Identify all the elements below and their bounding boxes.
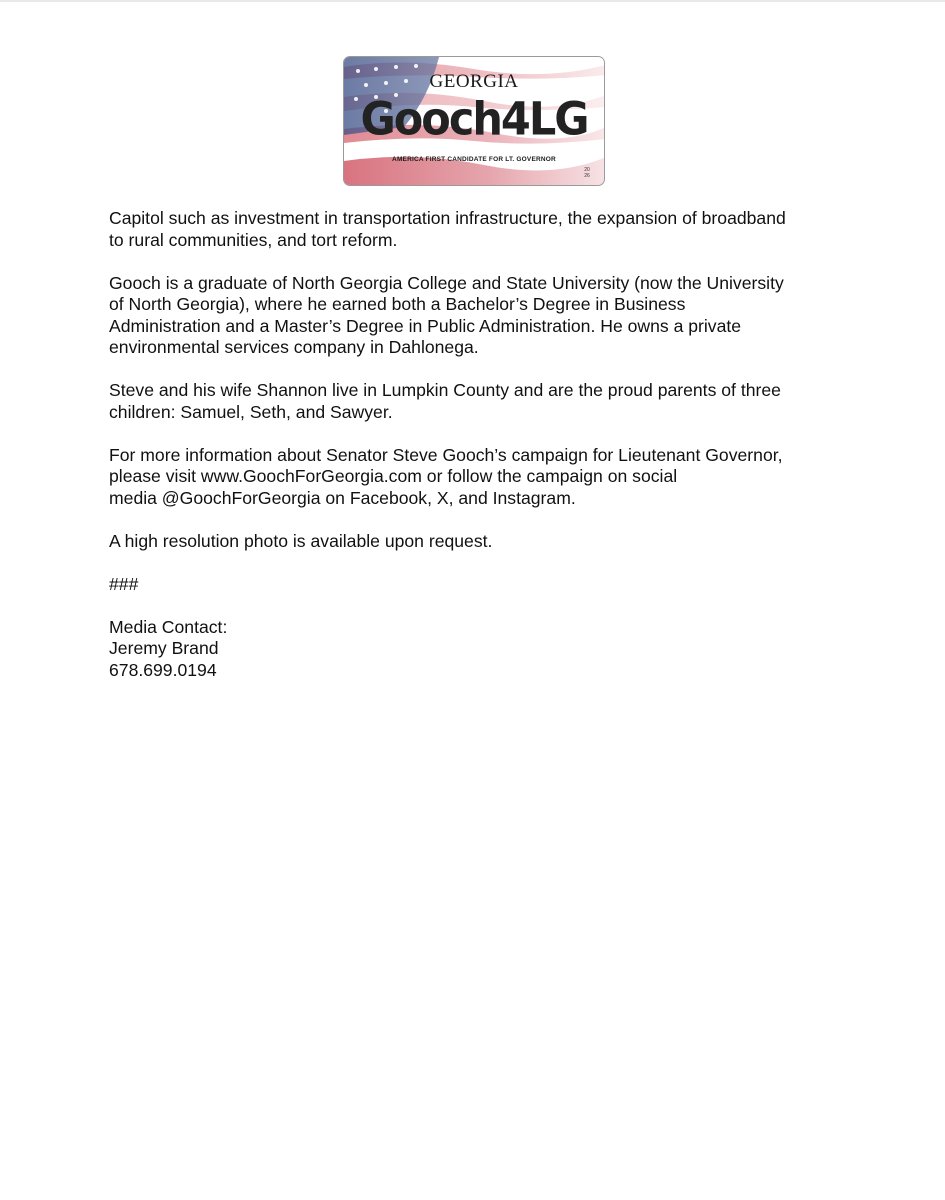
media-contact-block	[109, 617, 839, 682]
paragraph-policy: Capitol such as investment in transportation infrastructure, the expansion of broadband to rural communities, and tort reform.	[109, 208, 786, 250]
paragraph-photo-note: A high resolution photo is available upon request.	[109, 530, 493, 551]
media-contact-name: Jeremy Brand	[109, 638, 219, 658]
plate-state-name: GEORGIA	[429, 71, 519, 92]
page-top-border	[0, 0, 945, 2]
plate-campaign-name: Gooch4LG	[360, 93, 588, 147]
paragraph-education: Gooch is a graduate of North Georgia College and State University (now the University of North Georgia), where he earned both a Bachelor’s Degree in Business Administration and a Master’s Degree in Public Administration. He owns a private environmental services company in Dahlonega.	[109, 272, 784, 357]
paragraph-more-info: For more information about Senator Steve Gooch’s campaign for Lieutenant Governor, please visit www.GoochForGeorgia.com or follow the campaign on social media @GoochForGeorgia on Facebook, X, and Instagram.	[109, 444, 783, 508]
campaign-license-plate-logo	[343, 56, 605, 186]
plate-year-sticker: 20 26	[584, 167, 590, 179]
end-mark: ###	[109, 573, 139, 594]
plate-tagline: AMERICA FIRST CANDIDATE FOR LT. GOVERNOR	[392, 156, 556, 163]
paragraph-family: Steve and his wife Shannon live in Lumpkin County and are the proud parents of three children: Samuel, Seth, and Sawyer.	[109, 380, 781, 422]
media-contact-phone: 678.699.0194	[109, 659, 217, 680]
press-release-body	[109, 208, 839, 703]
media-contact-label: Media Contact:	[109, 616, 228, 637]
